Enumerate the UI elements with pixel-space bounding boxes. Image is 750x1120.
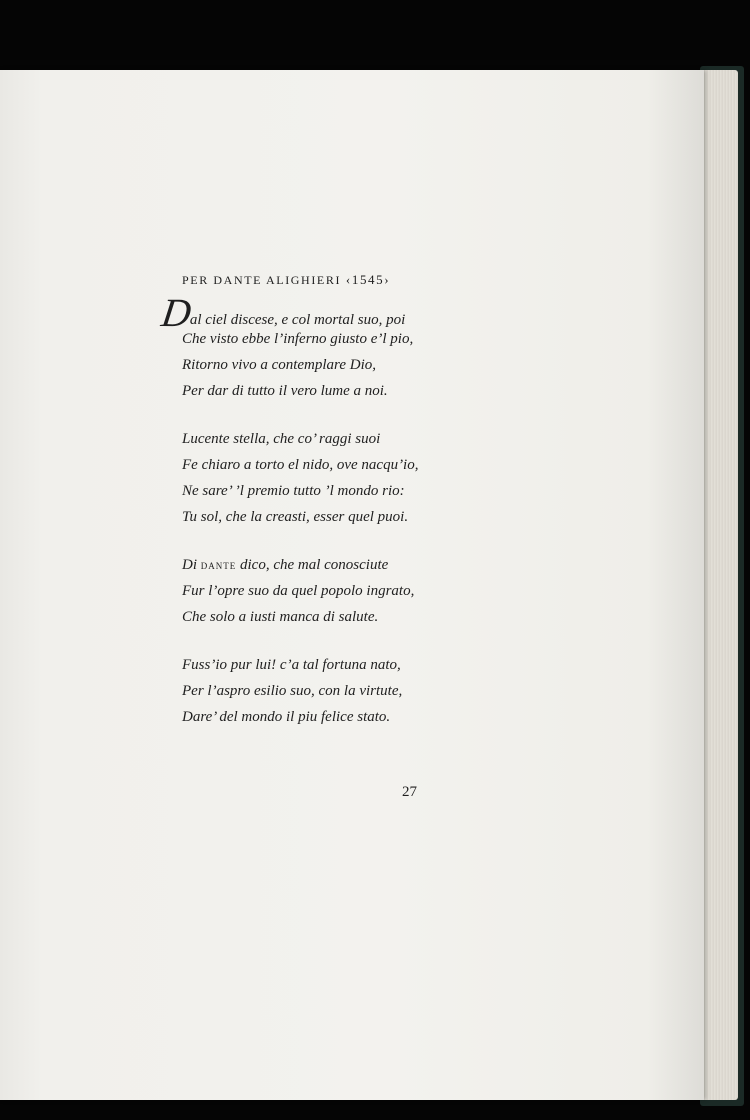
poem-heading <box>182 272 390 288</box>
drop-cap: D <box>158 290 195 335</box>
stanza <box>182 426 582 530</box>
verse-line: Che visto ebbe l’inferno giusto e’l pio, <box>182 331 414 347</box>
stanza <box>158 290 582 404</box>
verse-line: Fur l’opre suo da quel popolo ingrato, <box>182 583 415 599</box>
poem-year: ‹1545› <box>345 272 391 287</box>
verse-text: dico, che mal conosciute <box>236 557 389 573</box>
verse-line: Dare’ del mondo il piu felice stato. <box>182 709 391 725</box>
verse-text: al ciel discese, e col mortal suo, poi <box>189 312 406 328</box>
stanza <box>182 652 582 730</box>
poem-title: PER DANTE ALIGHIERI <box>182 273 342 287</box>
verse-text: Di <box>182 557 197 573</box>
poem-body <box>158 290 582 752</box>
page-number: 27 <box>402 784 417 800</box>
verse-line: Tu sol, che la creasti, esser quel puoi. <box>182 509 409 525</box>
verse-line <box>182 552 582 578</box>
verse-line: Che solo a iusti manca di salute. <box>182 609 379 625</box>
verse-line: Ne sare’ ’l premio tutto ’l mondo rio: <box>182 483 405 499</box>
verse-line: Fuss’io pur lui! c’a tal fortuna nato, <box>182 657 401 673</box>
verse-line: Per l’aspro esilio suo, con la virtute, <box>182 683 403 699</box>
name-small-caps: dante <box>200 557 237 572</box>
verse-line: Fe chiaro a torto el nido, ove nacqu’io, <box>182 457 419 473</box>
verse-line <box>158 290 582 335</box>
stanza <box>182 552 582 630</box>
verse-line: Per dar di tutto il vero lume a noi. <box>182 383 388 399</box>
verse-line: Lucente stella, che co’ raggi suoi <box>182 431 381 447</box>
verse-line: Ritorno vivo a contemplare Dio, <box>182 357 376 373</box>
